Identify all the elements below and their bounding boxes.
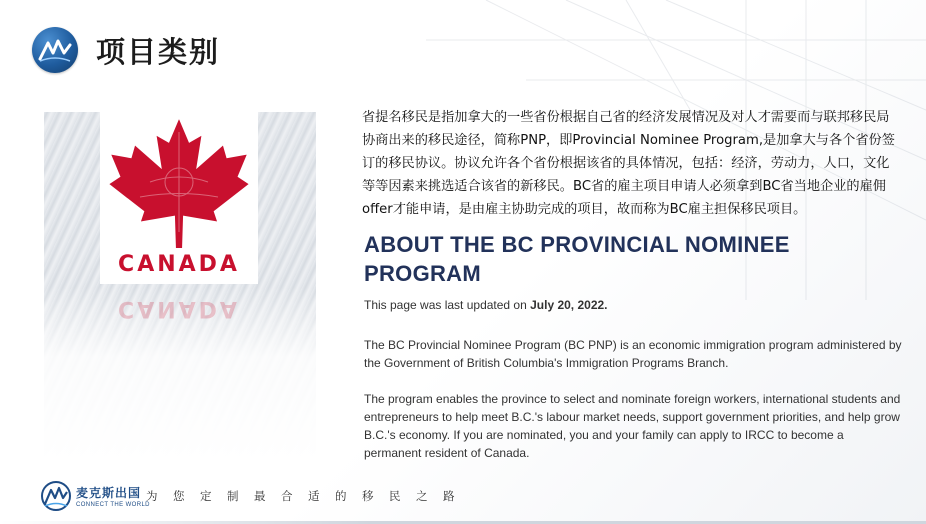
maple-leaf-icon — [100, 112, 258, 252]
web-paragraph-1: The BC Provincial Nominee Program (BC PNP) is an economic immigration program administered by the Government of British Columbia's Immigration Programs Branch. — [364, 338, 902, 370]
canada-text: CANADA — [118, 252, 240, 277]
footer-brand-en: CONNECT THE WORLD — [76, 502, 150, 508]
canada-reflection-text: CANADA — [118, 296, 240, 321]
footer-mountain-logo-icon — [40, 480, 72, 512]
last-updated-date: July 20, 2022. — [530, 298, 608, 312]
footer-brand-cn: 麦克斯出国 — [76, 486, 142, 500]
footer-slogan: 为您定制最合适的移民之路 — [146, 489, 470, 503]
footer-logo — [40, 478, 150, 514]
bc-pnp-web-excerpt — [364, 230, 904, 462]
mountain-wave-logo-icon — [32, 27, 78, 73]
web-paragraph-2: The program enables the province to select and nominate foreign workers, international students and entrepreneurs to help meet B.C.'s labour market needs, support government priorities, and help grow B.C.'s economy. If you are nominated, you and your family can apply to IRCC to become a permanent resident of Canada. — [364, 392, 901, 460]
canada-reflection — [100, 287, 258, 347]
web-title: ABOUT THE BC PROVINCIAL NOMINEE PROGRAM — [364, 232, 790, 286]
page-title: 项目类别 — [96, 36, 221, 69]
description-paragraph: 省提名移民是指加拿大的一些省份根据自己省的经济发展情况及对人才需要而与联邦移民局协商出来的移民途径，简称PNP，即Provincial Nominee Program,是加拿大与各个省份签订的移民协议。协议允许各个省份根据该省的具体情况，包括：经济，劳动力，人口，文化等等因素来挑选适合该省的新移民。BC省的雇主项目申请人必须拿到BC省当地企业的雇佣offer才能申请，是由雇主协助完成的项目，故而称为BC雇主担保移民项目。 — [362, 110, 895, 217]
last-updated-prefix: This page was last updated on — [364, 298, 531, 312]
canada-card — [100, 112, 258, 284]
last-updated-line — [364, 298, 904, 312]
canada-image — [44, 112, 316, 462]
page-header — [32, 27, 220, 73]
footer-brand — [76, 484, 150, 508]
